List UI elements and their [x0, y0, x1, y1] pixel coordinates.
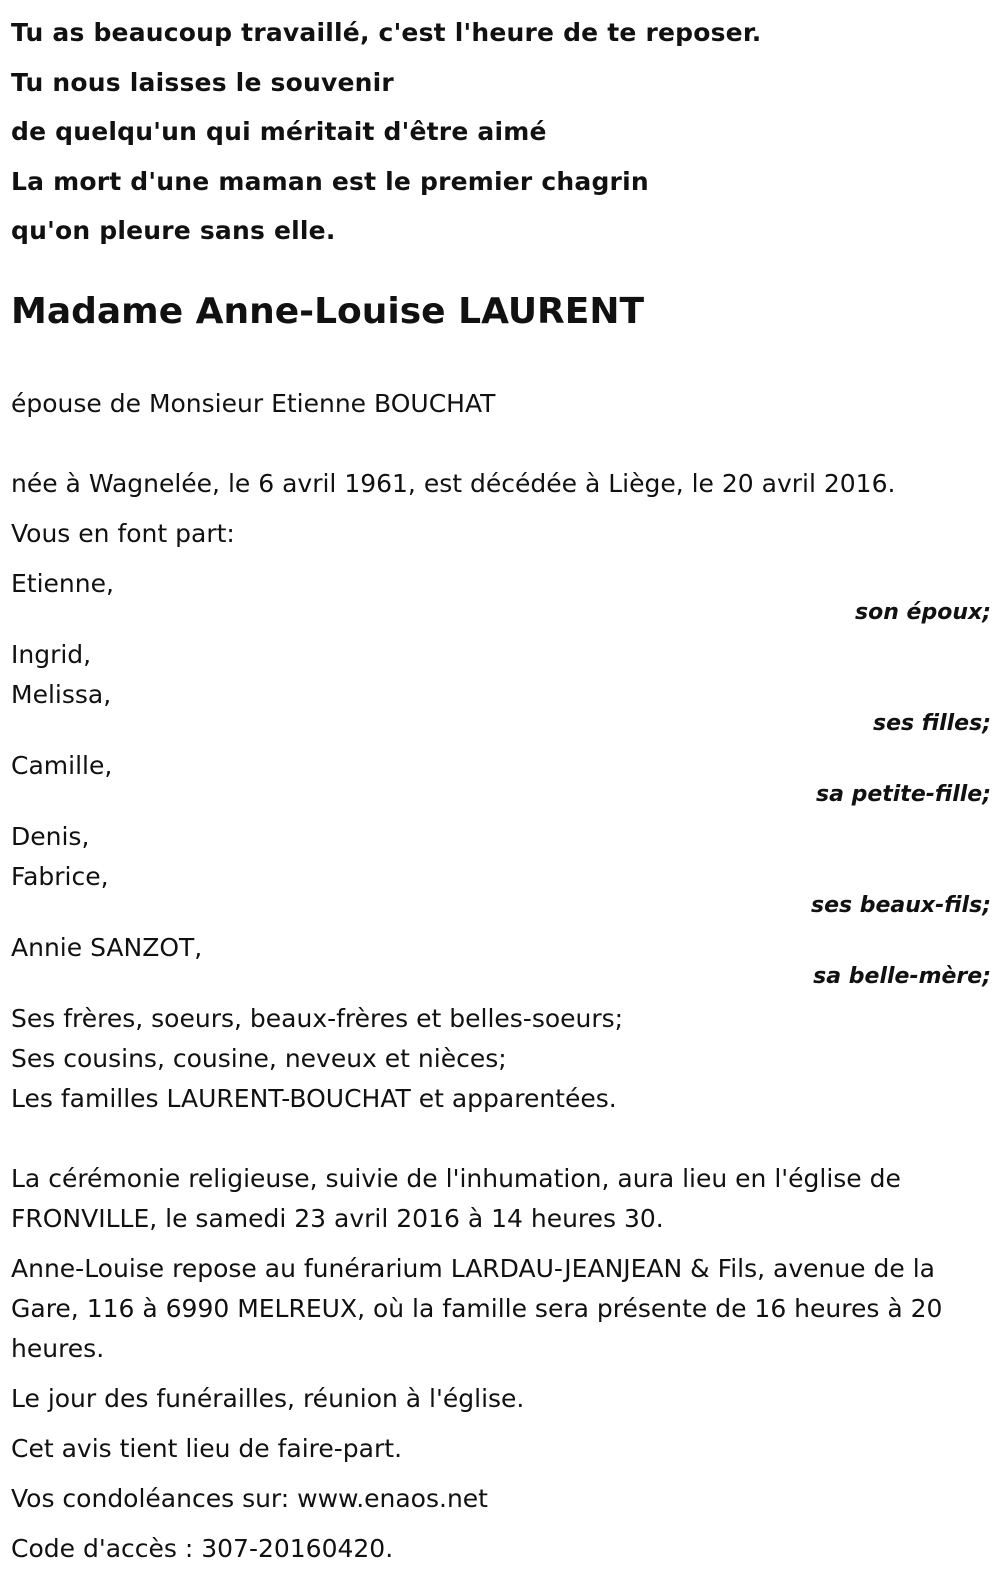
family-name: Fabrice,: [11, 861, 109, 891]
announcement: Vous en font part:: [11, 518, 235, 548]
notice-info: Cet avis tient lieu de faire-part.: [11, 1433, 403, 1463]
poem-line: La mort d'une maman est le premier chagrin: [11, 166, 649, 196]
family-relation: ses beaux-fils;: [810, 892, 991, 918]
extended-family: [11, 999, 991, 1119]
family-relation: son époux;: [855, 599, 991, 625]
obituary-notice: [11, 0, 991, 1569]
spouse-line: épouse de Monsieur Etienne BOUCHAT: [11, 388, 496, 418]
extended-family-line: Les familles LAURENT-BOUCHAT et apparentées.: [11, 1083, 617, 1113]
deceased-name: Madame Anne-Louise LAURENT: [11, 290, 645, 332]
family-relation: sa belle-mère;: [813, 963, 991, 989]
family-name: Camille,: [11, 750, 113, 780]
poem-line: Tu nous laisses le souvenir: [11, 67, 394, 97]
ceremony-info: La cérémonie religieuse, suivie de l'inhumation, aura lieu en l'église de FRONVILLE, le samedi 23 avril 2016 à 14 heures 30.: [11, 1163, 901, 1233]
family-relation: ses filles;: [873, 710, 991, 736]
family-member-spouse: [11, 564, 991, 625]
family-name: Ingrid,: [11, 639, 92, 669]
funerarium-info: Anne-Louise repose au funérarium LARDAU-JEANJEAN & Fils, avenue de la Gare, 116 à 6990 MELREUX, où la famille sera présente de 16 heures à 20 heures.: [11, 1253, 943, 1363]
family-member-stepsons: [11, 817, 991, 918]
extended-family-line: Ses cousins, cousine, neveux et nièces;: [11, 1043, 507, 1073]
access-code: Code d'accès : 307-20160420.: [11, 1533, 394, 1563]
poem-line: de quelqu'un qui méritait d'être aimé: [11, 117, 547, 146]
condolences-info: Vos condoléances sur: www.enaos.net: [11, 1483, 488, 1513]
extended-family-line: Ses frères, soeurs, beaux-frères et belles-soeurs;: [11, 1003, 624, 1033]
meeting-info: Le jour des funérailles, réunion à l'église.: [11, 1383, 525, 1413]
family-name: Etienne,: [11, 568, 114, 598]
family-name: Annie SANZOT,: [11, 932, 203, 962]
family-name: Melissa,: [11, 679, 112, 709]
family-member-granddaughter: [11, 746, 991, 807]
family-relation: sa petite-fille;: [815, 781, 991, 807]
family-name: Denis,: [11, 821, 90, 851]
family-member-mother-in-law: [11, 928, 991, 989]
poem: [11, 0, 991, 256]
birth-death-line: née à Wagnelée, le 6 avril 1961, est décédée à Liège, le 20 avril 2016.: [11, 468, 896, 498]
poem-line: Tu as beaucoup travaillé, c'est l'heure de te reposer.: [11, 18, 762, 47]
poem-line: qu'on pleure sans elle.: [11, 216, 336, 245]
family-member-daughters: [11, 635, 991, 736]
